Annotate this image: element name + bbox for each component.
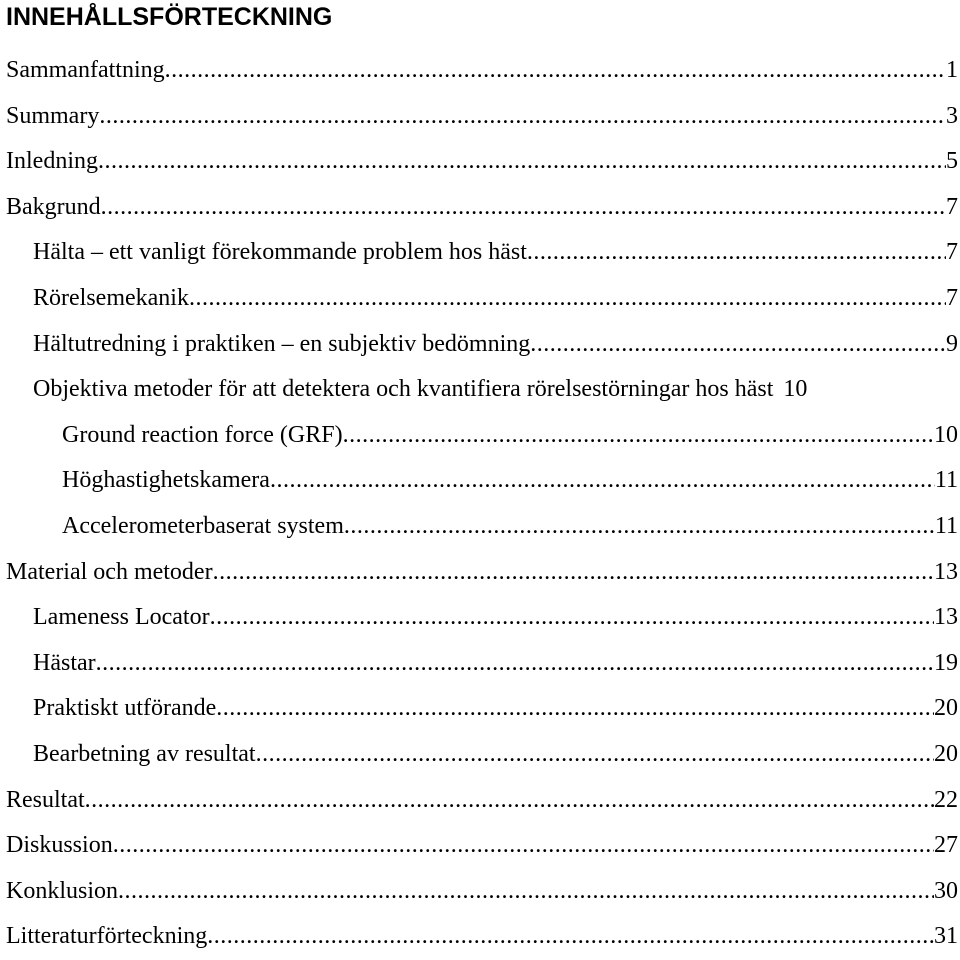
- toc-entry-page-number: 19: [934, 649, 958, 676]
- toc-dot-leader: [99, 94, 946, 140]
- toc-dot-leader: [96, 641, 934, 687]
- toc-entry-label: Objektiva metoder för att detektera och kvantifiera rörelsestörningar hos häst: [33, 376, 774, 403]
- toc-dot-leader: [344, 504, 935, 550]
- toc-entry[interactable]: [0, 413, 960, 459]
- toc-entry-label: Accelerometerbaserat system: [62, 512, 344, 539]
- toc-entry-label: Bakgrund: [6, 193, 101, 220]
- toc-dot-leader: [165, 48, 946, 94]
- toc-entry-page-number: 20: [934, 695, 958, 722]
- toc-dot-leader: [207, 914, 934, 960]
- toc-entry[interactable]: [0, 48, 960, 94]
- toc-dot-leader: [530, 322, 946, 368]
- toc-dot-leader: [189, 276, 946, 322]
- toc-entry-label: Inledning: [6, 148, 98, 175]
- toc-entry-page-number: 7: [946, 239, 958, 266]
- toc-entry-label: Litteraturförteckning: [6, 923, 208, 950]
- toc-entry[interactable]: [0, 823, 960, 869]
- toc-entry-label: Bearbetning av resultat: [33, 740, 256, 767]
- toc-entry-page-number: 22: [934, 786, 958, 813]
- toc-entry-label: Hältutredning i praktiken – en subjektiv bedömning: [33, 330, 531, 357]
- toc-entry-label: Hästar: [33, 649, 96, 676]
- toc-entry[interactable]: [0, 504, 960, 550]
- toc-entry-label: Sammanfattning: [6, 57, 165, 83]
- toc-entry-page-number: 5: [946, 148, 958, 175]
- toc-entry[interactable]: [0, 869, 960, 915]
- toc-entry[interactable]: [0, 641, 960, 687]
- toc-entry-label: Konklusion: [6, 877, 119, 904]
- toc-dot-leader: [210, 595, 934, 641]
- toc-dot-leader: [213, 550, 934, 596]
- toc-entry-label: Diskussion: [6, 832, 113, 859]
- toc-dot-leader: [101, 185, 946, 231]
- toc-entry-page-number: 3: [946, 102, 958, 129]
- toc-dot-leader: [343, 413, 934, 459]
- toc-entry-page-number: 31: [934, 923, 958, 950]
- toc-heading: INNEHÅLLSFÖRTECKNING: [6, 3, 333, 31]
- toc-entry-label: Höghastighetskamera: [62, 467, 270, 494]
- toc-entry-page-number: 9: [946, 330, 958, 357]
- toc-entry[interactable]: [0, 185, 960, 231]
- toc-entry-label: Hälta – ett vanligt förekommande problem hos häst: [33, 239, 527, 266]
- toc-entry[interactable]: [0, 322, 960, 368]
- toc-entry-label: Praktiskt utförande: [33, 695, 217, 722]
- toc-entry-page-number: 1: [946, 57, 958, 83]
- toc-entry-label: Material och metoder: [6, 558, 213, 585]
- toc-entry-page-number: 13: [934, 604, 958, 631]
- toc-list: [0, 48, 960, 960]
- toc-entry-page-number: 13: [934, 558, 958, 585]
- toc-entry-page-number: 30: [934, 877, 958, 904]
- toc-entry[interactable]: [0, 276, 960, 322]
- toc-dot-leader: [98, 139, 946, 185]
- toc-entry-page-number: 11: [934, 512, 958, 539]
- toc-entry-label: Ground reaction force (GRF): [62, 421, 343, 448]
- toc-dot-leader: [527, 230, 946, 276]
- toc-dot-leader: [216, 686, 934, 732]
- toc-dot-leader: [113, 823, 934, 869]
- toc-dot-leader: [270, 458, 935, 504]
- toc-entry-label: Lameness Locator: [33, 604, 210, 631]
- toc-dot-leader: [85, 778, 934, 824]
- toc-entry-label: Resultat: [6, 786, 85, 813]
- toc-entry-page-number: 27: [934, 832, 958, 859]
- toc-entry[interactable]: [0, 139, 960, 185]
- toc-entry-page-number: 7: [946, 193, 958, 220]
- toc-dot-leader: [256, 732, 934, 778]
- toc-entry-page-number: 10: [783, 376, 808, 403]
- toc-entry-page-number: 20: [934, 740, 958, 767]
- toc-entry[interactable]: [0, 550, 960, 596]
- toc-dot-leader: [118, 869, 934, 915]
- toc-entry[interactable]: [0, 458, 960, 504]
- toc-entry[interactable]: [0, 686, 960, 732]
- toc-entry-label: Rörelsemekanik: [33, 284, 189, 311]
- toc-entry-page-number: 10: [934, 421, 958, 448]
- toc-entry[interactable]: [0, 914, 960, 960]
- toc-entry[interactable]: [0, 94, 960, 140]
- toc-entry[interactable]: [0, 778, 960, 824]
- toc-entry-page-number: 7: [946, 284, 958, 311]
- toc-entry[interactable]: [0, 732, 960, 778]
- toc-entry[interactable]: [0, 230, 960, 276]
- toc-entry[interactable]: [0, 595, 960, 641]
- toc-entry-page-number: 11: [934, 467, 958, 494]
- toc-entry[interactable]: [0, 367, 960, 413]
- toc-entry-label: Summary: [6, 102, 100, 129]
